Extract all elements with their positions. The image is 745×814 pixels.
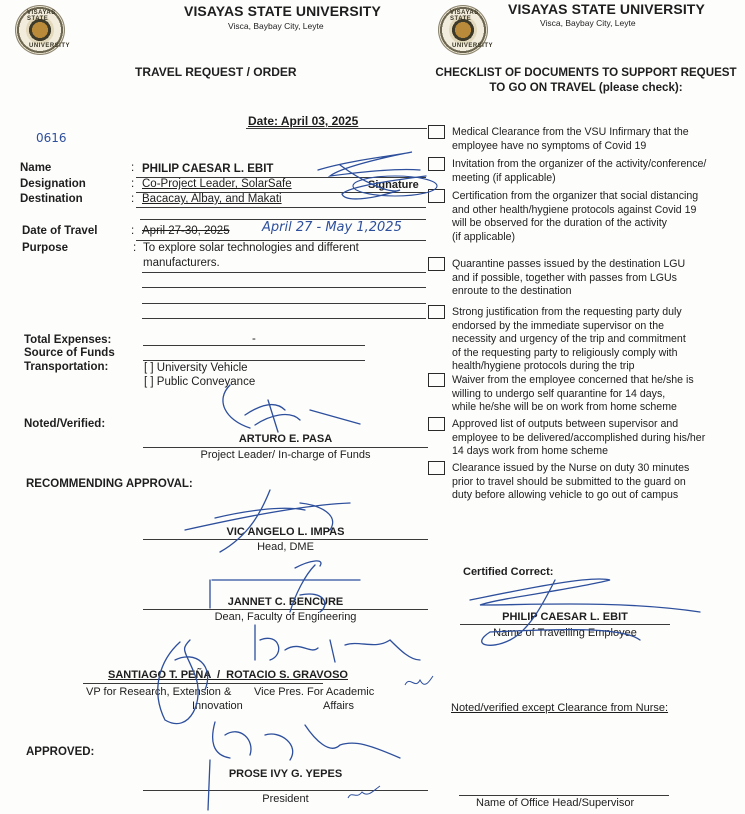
- checklist-item-line: meeting (if applicable): [452, 171, 556, 184]
- noted-title: Project Leader/ In-charge of Funds: [200, 449, 371, 461]
- checklist-item-line: health/hygiene protocols during the trip: [452, 360, 635, 373]
- checklist-item-line: willing to undergo self quarantine for 14 days,: [452, 387, 666, 400]
- checklist-checkbox[interactable]: [428, 189, 445, 203]
- noted-verified-label: Noted/Verified:: [24, 418, 106, 430]
- purpose-line-2[interactable]: manufacturers.: [143, 257, 220, 269]
- vp-academic-title-1: Vice Pres. For Academic: [254, 686, 375, 698]
- total-expenses-value[interactable]: -: [252, 333, 256, 345]
- purpose-line-1[interactable]: To explore solar technologies and different: [143, 242, 359, 254]
- signatory-name: VIC ANGELO L. IMPAS: [226, 526, 345, 538]
- signature-pasa: [223, 385, 360, 432]
- checklist-item-line: enroute to the destination: [452, 285, 572, 298]
- checklist-checkbox[interactable]: [428, 373, 445, 387]
- checklist-item: [452, 462, 742, 503]
- name-value[interactable]: PHILIP CAESAR L. EBIT: [142, 163, 274, 175]
- checklist-item-line: of the requesting party to religiously comply with: [452, 346, 678, 359]
- signatory-name: JANNET C. BENCURE: [227, 596, 344, 608]
- colon: :: [133, 242, 137, 254]
- seal-text-top: VISAYAS STATE: [27, 10, 56, 22]
- checklist-item: [452, 418, 742, 459]
- checklist-item-line: employee have no symptoms of Covid 19: [452, 139, 647, 152]
- checklist-checkbox[interactable]: [428, 417, 445, 431]
- checklist-item-line: and other health/hygiene protocols against Covid 19: [452, 203, 697, 216]
- initials-mark: [405, 676, 433, 685]
- checklist-item-line: Medical Clearance from the VSU Infirmary that the: [452, 126, 689, 138]
- destination-label: Destination: [20, 193, 83, 205]
- purpose-label: Purpose: [22, 242, 69, 254]
- checklist-item-line: Waiver from the employee concerned that he/she is: [452, 374, 694, 386]
- checklist-checkbox[interactable]: [428, 125, 445, 139]
- seal-text-top: VISAYAS STATE: [450, 10, 479, 22]
- name-label: Name: [20, 162, 52, 174]
- checklist-checkbox[interactable]: [428, 461, 445, 475]
- checklist-item-line: duty before allowing vehicle to go out of campus: [452, 489, 679, 502]
- checklist-item-line: Invitation from the organizer of the activity/conference/: [452, 158, 707, 170]
- checklist-item-line: Quarantine passes issued by the destination LGU: [452, 258, 686, 270]
- certified-employee-name: PHILIP CAESAR L. EBIT: [502, 611, 628, 623]
- signatory-title: Dean, Faculty of Engineering: [214, 611, 357, 623]
- checklist-item-line: will be observed for the duration of the activity: [452, 217, 667, 230]
- date-of-travel-label: Date of Travel: [22, 225, 98, 237]
- transport-public-conveyance[interactable]: [ ] Public Conveyance: [144, 376, 256, 388]
- destination-value[interactable]: Bacacay, Albay, and Makati: [142, 193, 282, 205]
- certified-correct-label: Certified Correct:: [463, 566, 554, 578]
- checklist-item-line: 14 days work from home scheme: [452, 445, 609, 458]
- vsu-seal-logo-right: [438, 5, 494, 55]
- checklist-item-line: Certification from the organizer that social distancing: [452, 190, 699, 202]
- vp-research-title-2: Innovation: [192, 700, 243, 712]
- designation-label: Designation: [20, 178, 86, 190]
- transport-university-vehicle[interactable]: [ ] University Vehicle: [144, 362, 248, 374]
- form-title: TRAVEL REQUEST / ORDER: [135, 65, 297, 79]
- colon: :: [131, 225, 135, 237]
- transportation-label: Transportation:: [24, 361, 109, 373]
- checklist-item-line: endorsed by the immediate supervisor on the: [452, 319, 664, 332]
- checklist-item: [452, 158, 742, 185]
- checklist-item-line: Clearance issued by the Nurse on duty 30 minutes: [452, 462, 690, 474]
- vsu-seal-logo: [15, 5, 71, 55]
- date-of-travel-struck: April 27-30, 2025: [142, 225, 230, 237]
- president-title: President: [262, 793, 309, 805]
- checklist-title: [430, 65, 742, 95]
- source-of-funds-label: Source of Funds: [24, 347, 115, 359]
- noted-name: ARTURO E. PASA: [238, 433, 333, 445]
- checklist-item-line: and if possible, together with passes from LGUs: [452, 271, 677, 284]
- checklist-item: [452, 306, 742, 374]
- vp-academic-title-2: Affairs: [323, 700, 354, 712]
- recommending-approval-label: RECOMMENDING APPROVAL:: [26, 478, 193, 490]
- seal-text-bottom: UNIVERSITY: [29, 43, 71, 49]
- checklist-item-line: Approved list of outputs between supervisor and: [452, 418, 679, 430]
- signatory-title: Head, DME: [257, 541, 314, 553]
- university-address-right: Visca, Baybay City, Leyte: [540, 18, 636, 28]
- handwritten-code: 0616: [36, 131, 67, 145]
- checklist-item-line: Strong justification from the requesting party duly: [452, 306, 682, 318]
- checklist-item: [452, 126, 742, 153]
- colon: :: [131, 178, 135, 190]
- checklist-title-line1: CHECKLIST OF DOCUMENTS TO SUPPORT REQUEST: [435, 66, 737, 79]
- checklist-checkbox[interactable]: [428, 257, 445, 271]
- checklist-checkbox[interactable]: [428, 157, 445, 171]
- checklist-item-line: (if applicable): [452, 230, 516, 243]
- total-expenses-label: Total Expenses:: [24, 334, 112, 346]
- university-address: Visca, Baybay City, Leyte: [228, 21, 324, 31]
- checklist-item-line: necessity and urgency of the trip and commitment: [452, 333, 686, 346]
- checklist-item: [452, 258, 742, 299]
- colon: :: [131, 162, 135, 174]
- signature-gravoso: [255, 625, 420, 662]
- designation-value[interactable]: Co-Project Leader, SolarSafe: [142, 178, 292, 190]
- checklist-item-line: while he/she will be on work from home scheme: [452, 401, 677, 414]
- checklist-item: [452, 374, 742, 415]
- office-head-note: Noted/verified except Clearance from Nurse:: [451, 702, 669, 714]
- vp-research-title-1: VP for Research, Extension &: [86, 686, 232, 698]
- checklist-checkbox[interactable]: [428, 305, 445, 319]
- president-name: PROSE IVY G. YEPES: [228, 768, 343, 780]
- university-name: VISAYAS STATE UNIVERSITY: [184, 3, 381, 19]
- seal-text-bottom: UNIVERSITY: [452, 43, 494, 49]
- checklist-title-line2: TO GO ON TRAVEL (please check):: [489, 81, 683, 94]
- joint-signatories-names: SANTIAGO T. PEÑA / ROTACIO S. GRAVOSO: [108, 669, 348, 681]
- approved-label: APPROVED:: [26, 746, 95, 758]
- checklist-item-line: prior to travel should be submitted to the guard on: [452, 475, 686, 488]
- colon: :: [131, 193, 135, 205]
- request-date: Date: April 03, 2025: [248, 114, 359, 128]
- office-head-title: Name of Office Head/Supervisor: [476, 797, 635, 809]
- signature-label: Signature: [368, 179, 419, 191]
- checklist-item: [452, 190, 742, 244]
- university-name-right: VISAYAS STATE UNIVERSITY: [508, 1, 705, 17]
- certified-employee-title: Name of Travelling Employee: [493, 627, 637, 639]
- checklist-item-line: employee to be delivered/accomplished during his/her: [452, 431, 706, 444]
- date-of-travel-handwritten[interactable]: April 27 - May 1,2025: [262, 220, 402, 235]
